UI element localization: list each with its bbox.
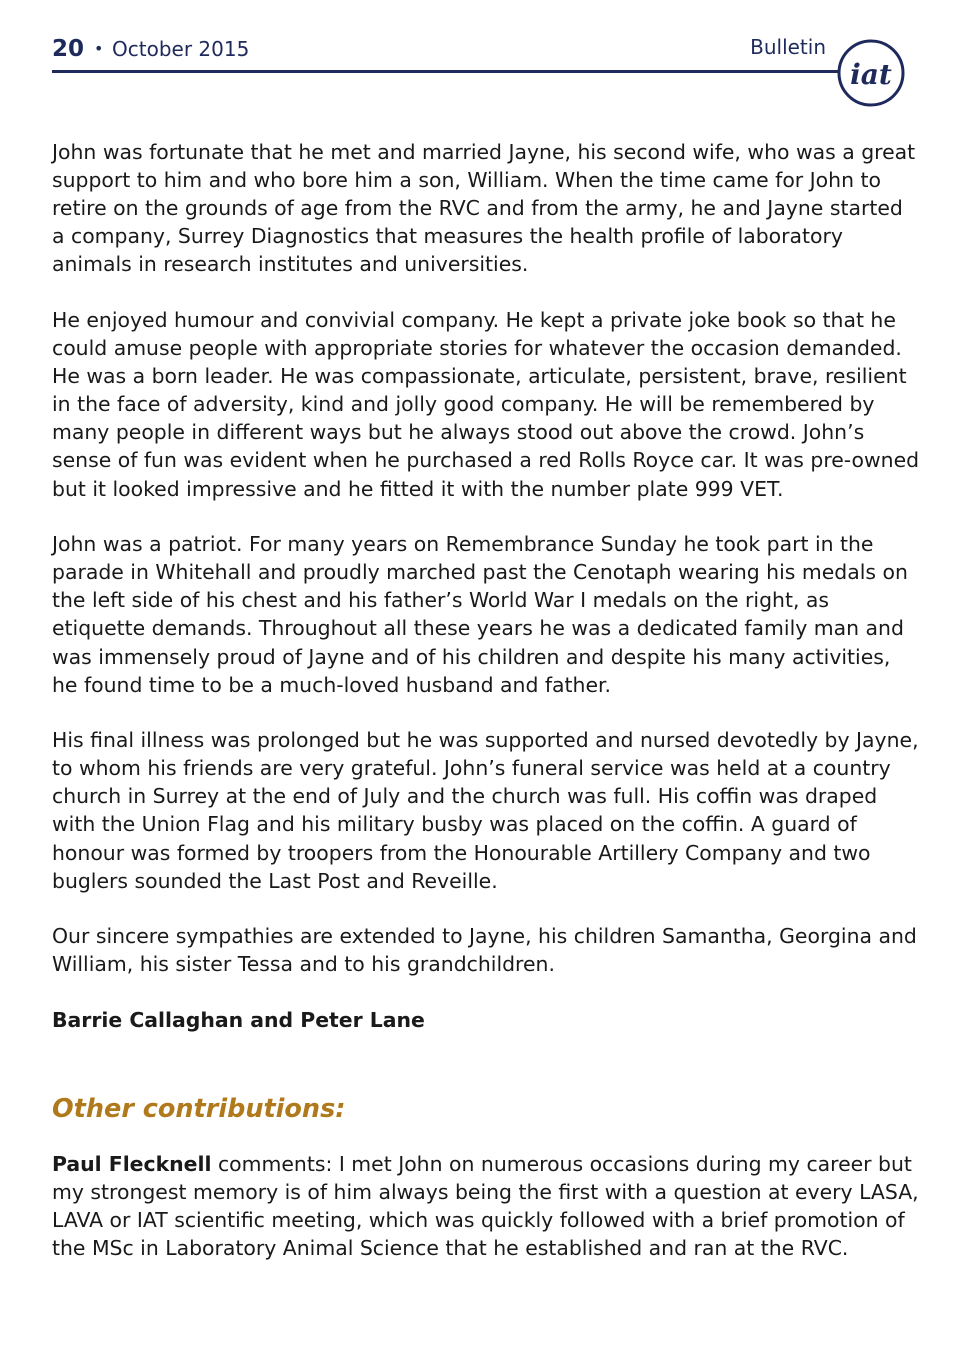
article-paragraph: Our sincere sympathies are extended to Jayne, his children Samantha, Georgina and William, his sister Tessa and to his grandchildren. bbox=[52, 924, 917, 977]
page-header bbox=[0, 0, 960, 110]
header-separator: • bbox=[94, 39, 104, 58]
article-body bbox=[52, 138, 920, 1290]
iat-logo bbox=[836, 38, 906, 108]
contribution-item bbox=[52, 1150, 920, 1262]
article-paragraph: He enjoyed humour and convivial company. He kept a private joke book so that he could amuse people with appropriate stories for whatever the occasion demanded. He was a born leader. He was compassionate, articulate, persistent, brave, resilient in the face of adversity, kind and jolly good company. He will be remembered by many people in different ways but he always stood out above the crowd. John’s sense of fun was evident when he purchased a red Rolls Royce car. It was pre-owned but it looked impressive and he fitted it with the number plate 999 VET. bbox=[52, 307, 920, 501]
contributor-name: Paul Flecknell bbox=[52, 1151, 212, 1176]
page-number: 20 bbox=[52, 36, 85, 62]
iat-logo-icon bbox=[836, 38, 906, 108]
issue-date: October 2015 bbox=[112, 37, 250, 61]
publication-name: Bulletin bbox=[750, 35, 826, 59]
logo-text: iat bbox=[850, 58, 892, 91]
article-paragraph: John was a patriot. For many years on Remembrance Sunday he took part in the parade in Whitehall and proudly marched past the Cenotaph wearing his medals on the left side of his chest and his father’s World War I medals on the right, as etiquette demands. Throughout all these years he was a dedicated family man and was immensely proud of Jayne and of his children and despite his many activities, he found time to be a much-loved husband and father. bbox=[52, 532, 908, 697]
contributions-heading: Other contributions: bbox=[52, 1093, 346, 1124]
contribution-text: comments: I met John on numerous occasions during my career but my strongest memory is of him always being the first with a question at every LASA, LAVA or IAT scientific meeting, which was quickly followed with a brief promotion of the MSc in Laboratory Animal Science that he established and ran at the RVC. bbox=[52, 1151, 919, 1261]
article-paragraph: His final illness was prolonged but he was supported and nursed devotedly by Jayne, to whom his friends are very grateful. John’s funeral service was held at a country church in Surrey at the end of July and the church was full. His coffin was draped with the Union Flag and his military busby was placed on the coffin. A guard of honour was formed by troopers from the Honourable Artillery Company and two buglers sounded the Last Post and Reveille. bbox=[52, 728, 919, 893]
article-signature: Barrie Callaghan and Peter Lane bbox=[52, 1007, 425, 1032]
article-paragraph: John was fortunate that he met and married Jayne, his second wife, who was a great support to him and who bore him a son, William. When the time came for John to retire on the grounds of age from the RVC and from the army, he and Jayne started a company, Surrey Diagnostics that measures the health profile of laboratory animals in research institutes and universities. bbox=[52, 140, 916, 277]
header-rule bbox=[52, 70, 838, 73]
